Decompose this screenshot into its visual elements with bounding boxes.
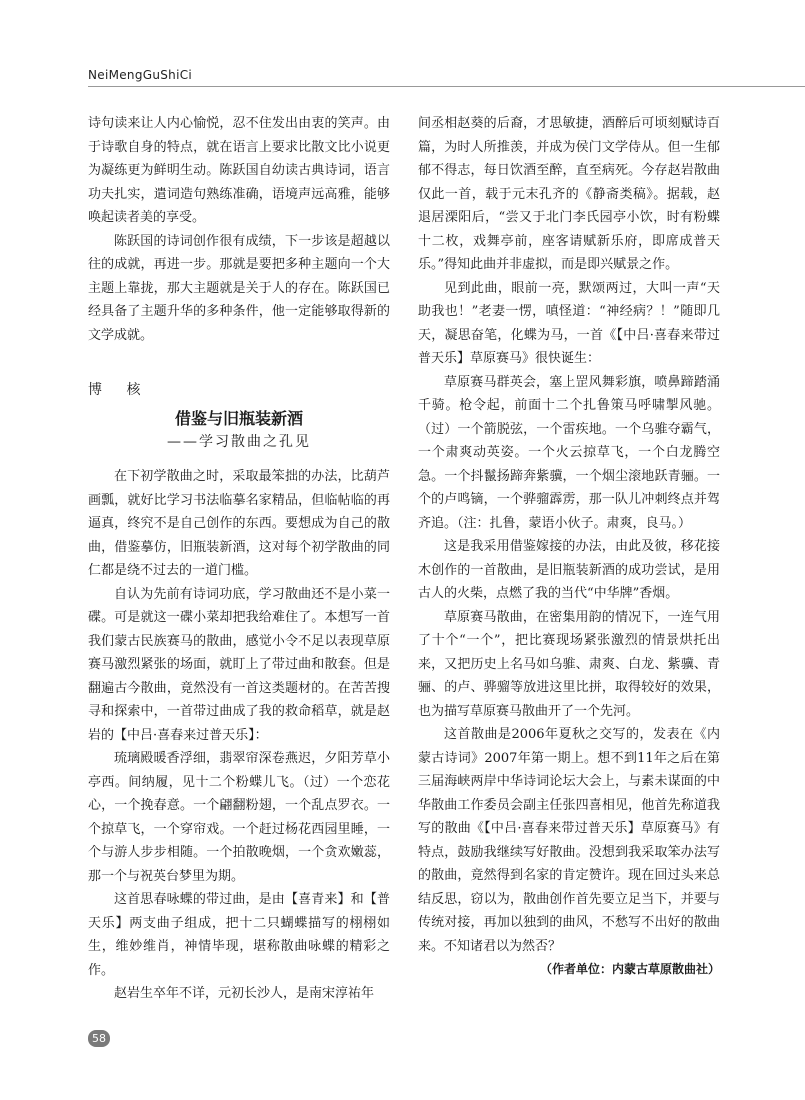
paragraph: 诗句读来让人内心愉悦，忍不住发出由衷的笑声。由于诗歌自身的特点，就在语言上要求比散文比小说更为凝练更为鲜明生动。陈跃国自幼读古典诗词，语言功夫扎实，遣词造句熟练准确，语境声远高雅，能够唤起读者美的享受。 [88, 116, 390, 225]
quoted-verse: 琉璃殿暖香浮细，翡翠帘深卷燕迟，夕阳芳草小亭西。间纳履，见十二个粉蝶儿飞。（过）一个恋花心，一个挽春意。一个翩翻粉翅，一个乱点罗衣。一个掠草飞，一个穿帘戏。一个赶过杨花西园里睡，一个与游人步步相随。一个拍散晚烟，一个贪欢嫩蕊，那一个与祝英台梦里为期。 [88, 751, 390, 884]
paragraph: 草原赛马散曲，在密集用韵的情况下，一连气用了十个“一个”，把比赛现场紧张激烈的情景烘托出来，又把历史上名马如乌骓、肃爽、白龙、紫骥、青骊、的卢、骅骝等放进这里比拼，取得较好的效果，也为描写草原赛马散曲开了一个先河。 [418, 609, 720, 719]
article-title: 借鉴与旧瓶装新酒 [174, 409, 303, 428]
article-subtitle: ——学习散曲之孔见 [167, 434, 311, 450]
paragraph: 在下初学散曲之时，采取最笨拙的办法，比葫芦画瓢，就好比学习书法临摹名家精品，但临帖临的再逼真，终究不是自己创作的东西。要想成为自己的散曲，借鉴摹仿，旧瓶装新酒，这对每个初学散曲的同仁都是绕不过去的一道门槛。 [88, 469, 390, 578]
paragraph: 间丞相赵葵的后裔，才思敏捷，酒醉后可顷刻赋诗百篇，为时人所推羡，并成为侯门文学侍从。但一生郁郁不得志，每日饮酒至醉，直至病死。今存赵岩散曲仅此一首，载于元末孔齐的《静斋类稿》。据载，赵退居溧阳后，“尝又于北门李氏园亭小饮，时有粉蝶十二枚，戏舞亭前，座客请赋新乐府，即席成普天乐。”得知此曲并非虚拟，而是即兴赋景之作。 [418, 116, 720, 272]
paragraph: 见到此曲，眼前一亮，默颂两过，大叫一声“天助我也！”老妻一愣，嗔怪道：“神经病？！”随即几天，凝思奋笔，化蝶为马，一首《【中吕·喜春来带过普天乐】草原赛马》很快诞生： [418, 280, 720, 366]
spacer [88, 453, 390, 465]
section-label: 博 核 [88, 382, 151, 398]
quoted-verse: 草原赛马群英会，塞上罡风舞彩旗，喷鼻蹄踏涌千骑。枪令起，前面十二个扎鲁策马呼啸掣风驰。（过）一个箭脱弦，一个雷疾地。一个乌骓夺霸气，一个肃爽动英姿。一个火云掠草飞，一个白龙腾空急。一个抖鬣扬蹄奔紫骥，一个烟尘滚地跃青骊。一个的卢鸣镝，一个骅骝霹雳，那一队儿冲刺终点并驾齐追。（注：扎鲁，蒙语小伙子。肃爽，良马。） [418, 374, 720, 531]
header-rule [88, 86, 805, 87]
right-column [418, 112, 720, 980]
spacer [88, 347, 390, 379]
paragraph: 这首思春咏蝶的带过曲，是由【喜青来】和【普天乐】两支曲子组成，把十二只蝴蝶描写的栩栩如生，维妙维肖，神情毕现，堪称散曲咏蝶的精彩之作。 [88, 892, 390, 978]
paragraph: 陈跃国的诗词创作很有成绩，下一步该是超越以往的成就，再进一步。那就是要把多种主题向一个大主题上靠拢，那大主题就是关于人的存在。陈跃国已经具备了主题升华的多种条件，他一定能够取得新的文学成就。 [88, 233, 390, 343]
page-number: 58 [88, 1030, 110, 1047]
paragraph: 赵岩生卒年不详，元初长沙人，是南宋淳祐年 [114, 986, 375, 1001]
running-header: NeiMengGuShiCi [88, 68, 193, 82]
paragraph: 这首散曲是2006年夏秋之交写的，发表在《内蒙古诗词》2007年第一期上。想不到11年之后在第三届海峡两岸中华诗词论坛大会上，与素未谋面的中华散曲工作委员会副主任张四喜相见，他首先称道我写的散曲《【中吕·喜春来带过普天乐】草原赛马》有特点，鼓励我继续写好散曲。没想到我采取笨办法写的散曲，竟然得到名家的肯定赞许。现在回过头来总结反思，窃以为，散曲创作首先要立足当下，并要与传统对接，再加以独到的曲风，不愁写不出好的散曲来。不知诸君以为然否？ [418, 727, 720, 954]
left-column [88, 112, 390, 1006]
paragraph: 这是我采用借鉴嫁接的办法，由此及彼，移花接木创作的一首散曲，是旧瓶装新酒的成功尝试，是用古人的火柴，点燃了我的当代“中华牌”香烟。 [418, 539, 720, 601]
paragraph: 自认为先前有诗词功底，学习散曲还不是小菜一碟。可是就这一碟小菜却把我给难住了。本想写一首我们蒙古民族赛马的散曲，感觉小令不足以表现草原赛马激烈紧张的场面，就盯上了带过曲和散套。但是翻遍古今散曲，竟然没有一首这类题材的。在苦苦搜寻和探索中，一首带过曲成了我的救命稻草，就是赵岩的【中吕·喜春来过普天乐】： [88, 586, 390, 743]
author-affiliation: （作者单位：内蒙古草原散曲社） [539, 962, 720, 976]
